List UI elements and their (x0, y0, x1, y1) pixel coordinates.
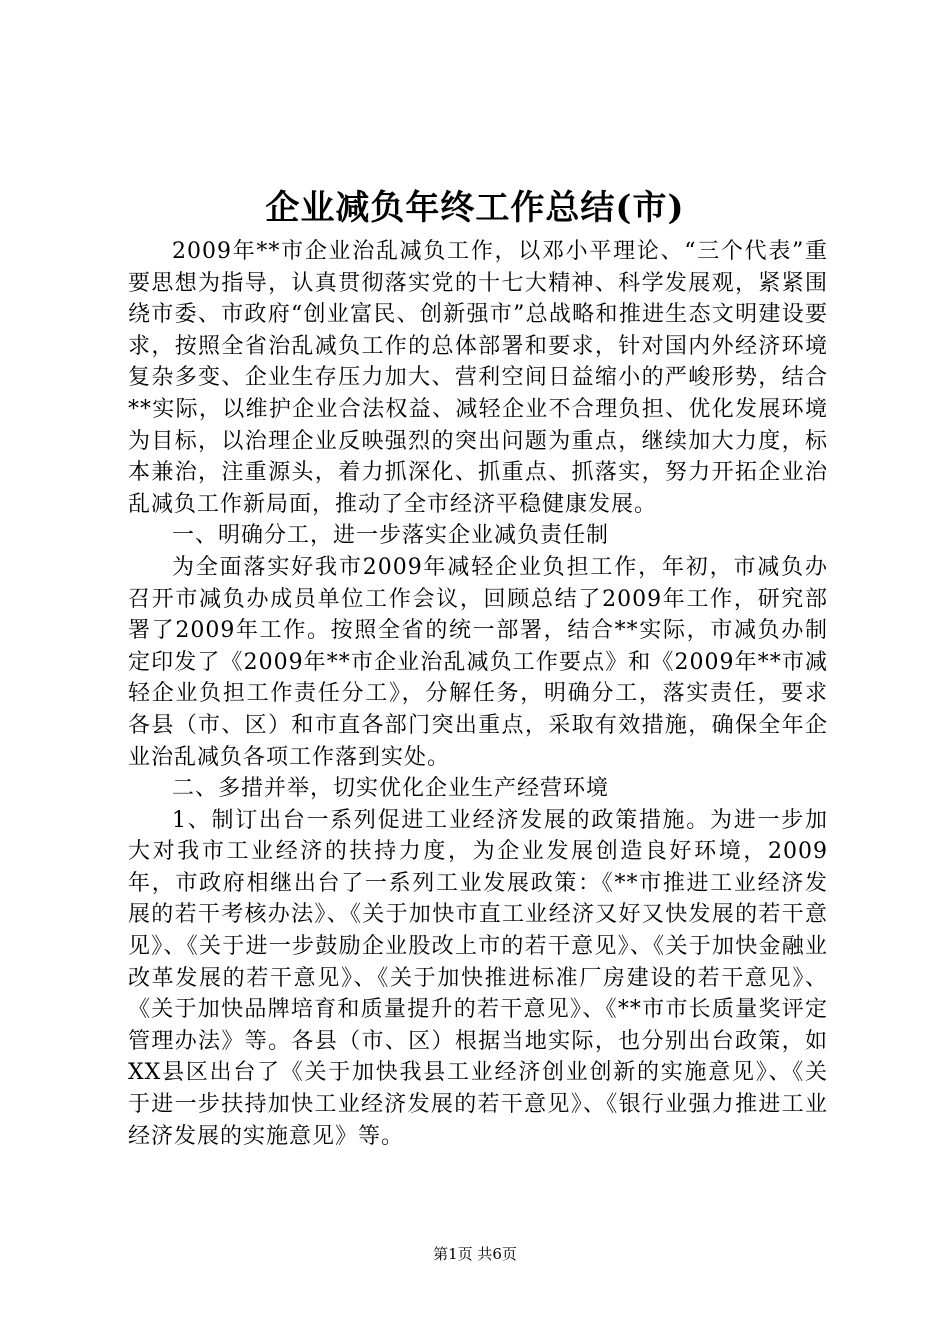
page-number-footer: 第1页 共6页 (433, 1245, 517, 1263)
document-title: 企业减负年终工作总结(市) (265, 188, 685, 228)
section-heading-1: 一、明确分工，进一步落实企业减负责任制 (172, 523, 610, 549)
section-1-paragraph: 为全面落实好我市2009年减轻企业负担工作，年初，市减负办召开市减负办成员单位工作会议，回顾总结了2009年工作，研究部署了2009年工作。按照全省的统一部署，结合**实际，市减负办制定印发了《2009年**市企业治乱减负工作要点》和《2009年**市减轻企业负担工作责任分工》，分解任务，明确分工，落实责任，要求各县（市、区）和市直各部门突出重点，采取有效措施，确保全年企业治乱减负各项工作落到实处。 (128, 554, 828, 770)
document-body (128, 236, 828, 1152)
intro-paragraph: 2009年**市企业治乱减负工作，以邓小平理论、“三个代表”重要思想为指导，认真贯彻落实党的十七大精神、科学发展观，紧紧围绕市委、市政府“创业富民、创新强市”总战略和推进生态文明建设要求，按照全省治乱减负工作的总体部署和要求，针对国内外经济环境复杂多变、企业生存压力加大、营利空间日益缩小的严峻形势，结合**实际，以维护企业合法权益、减轻企业不合理负担、优化发展环境为目标，以治理企业反映强烈的突出问题为重点，继续加大力度，标本兼治，注重源头，着力抓深化、抓重点、抓落实，努力开拓企业治乱减负工作新局面，推动了全市经济平稳健康发展。 (128, 239, 828, 517)
section-2-paragraph: 1、制订出台一系列促进工业经济发展的政策措施。为进一步加大对我市工业经济的扶持力度，为企业发展创造良好环境，2009年，市政府相继出台了一系列工业发展政策：《**市推进工业经济发展的若干考核办法》、《关于加快市直工业经济又好又快发展的若干意见》、《关于进一步鼓励企业股改上市的若干意见》、《关于加快金融业改革发展的若干意见》、《关于加快推进标准厂房建设的若干意见》、《关于加快品牌培育和质量提升的若干意见》、《**市市长质量奖评定管理办法》等。各县（市、区）根据当地实际，也分别出台政策，如XX县区出台了《关于加快我县工业经济创业创新的实施意见》、《关于进一步扶持加快工业经济发展的若干意见》、《银行业强力推进工业经济发展的实施意见》等。 (128, 807, 828, 1149)
section-heading-2: 二、多措并举，切实优化企业生产经营环境 (172, 776, 610, 802)
